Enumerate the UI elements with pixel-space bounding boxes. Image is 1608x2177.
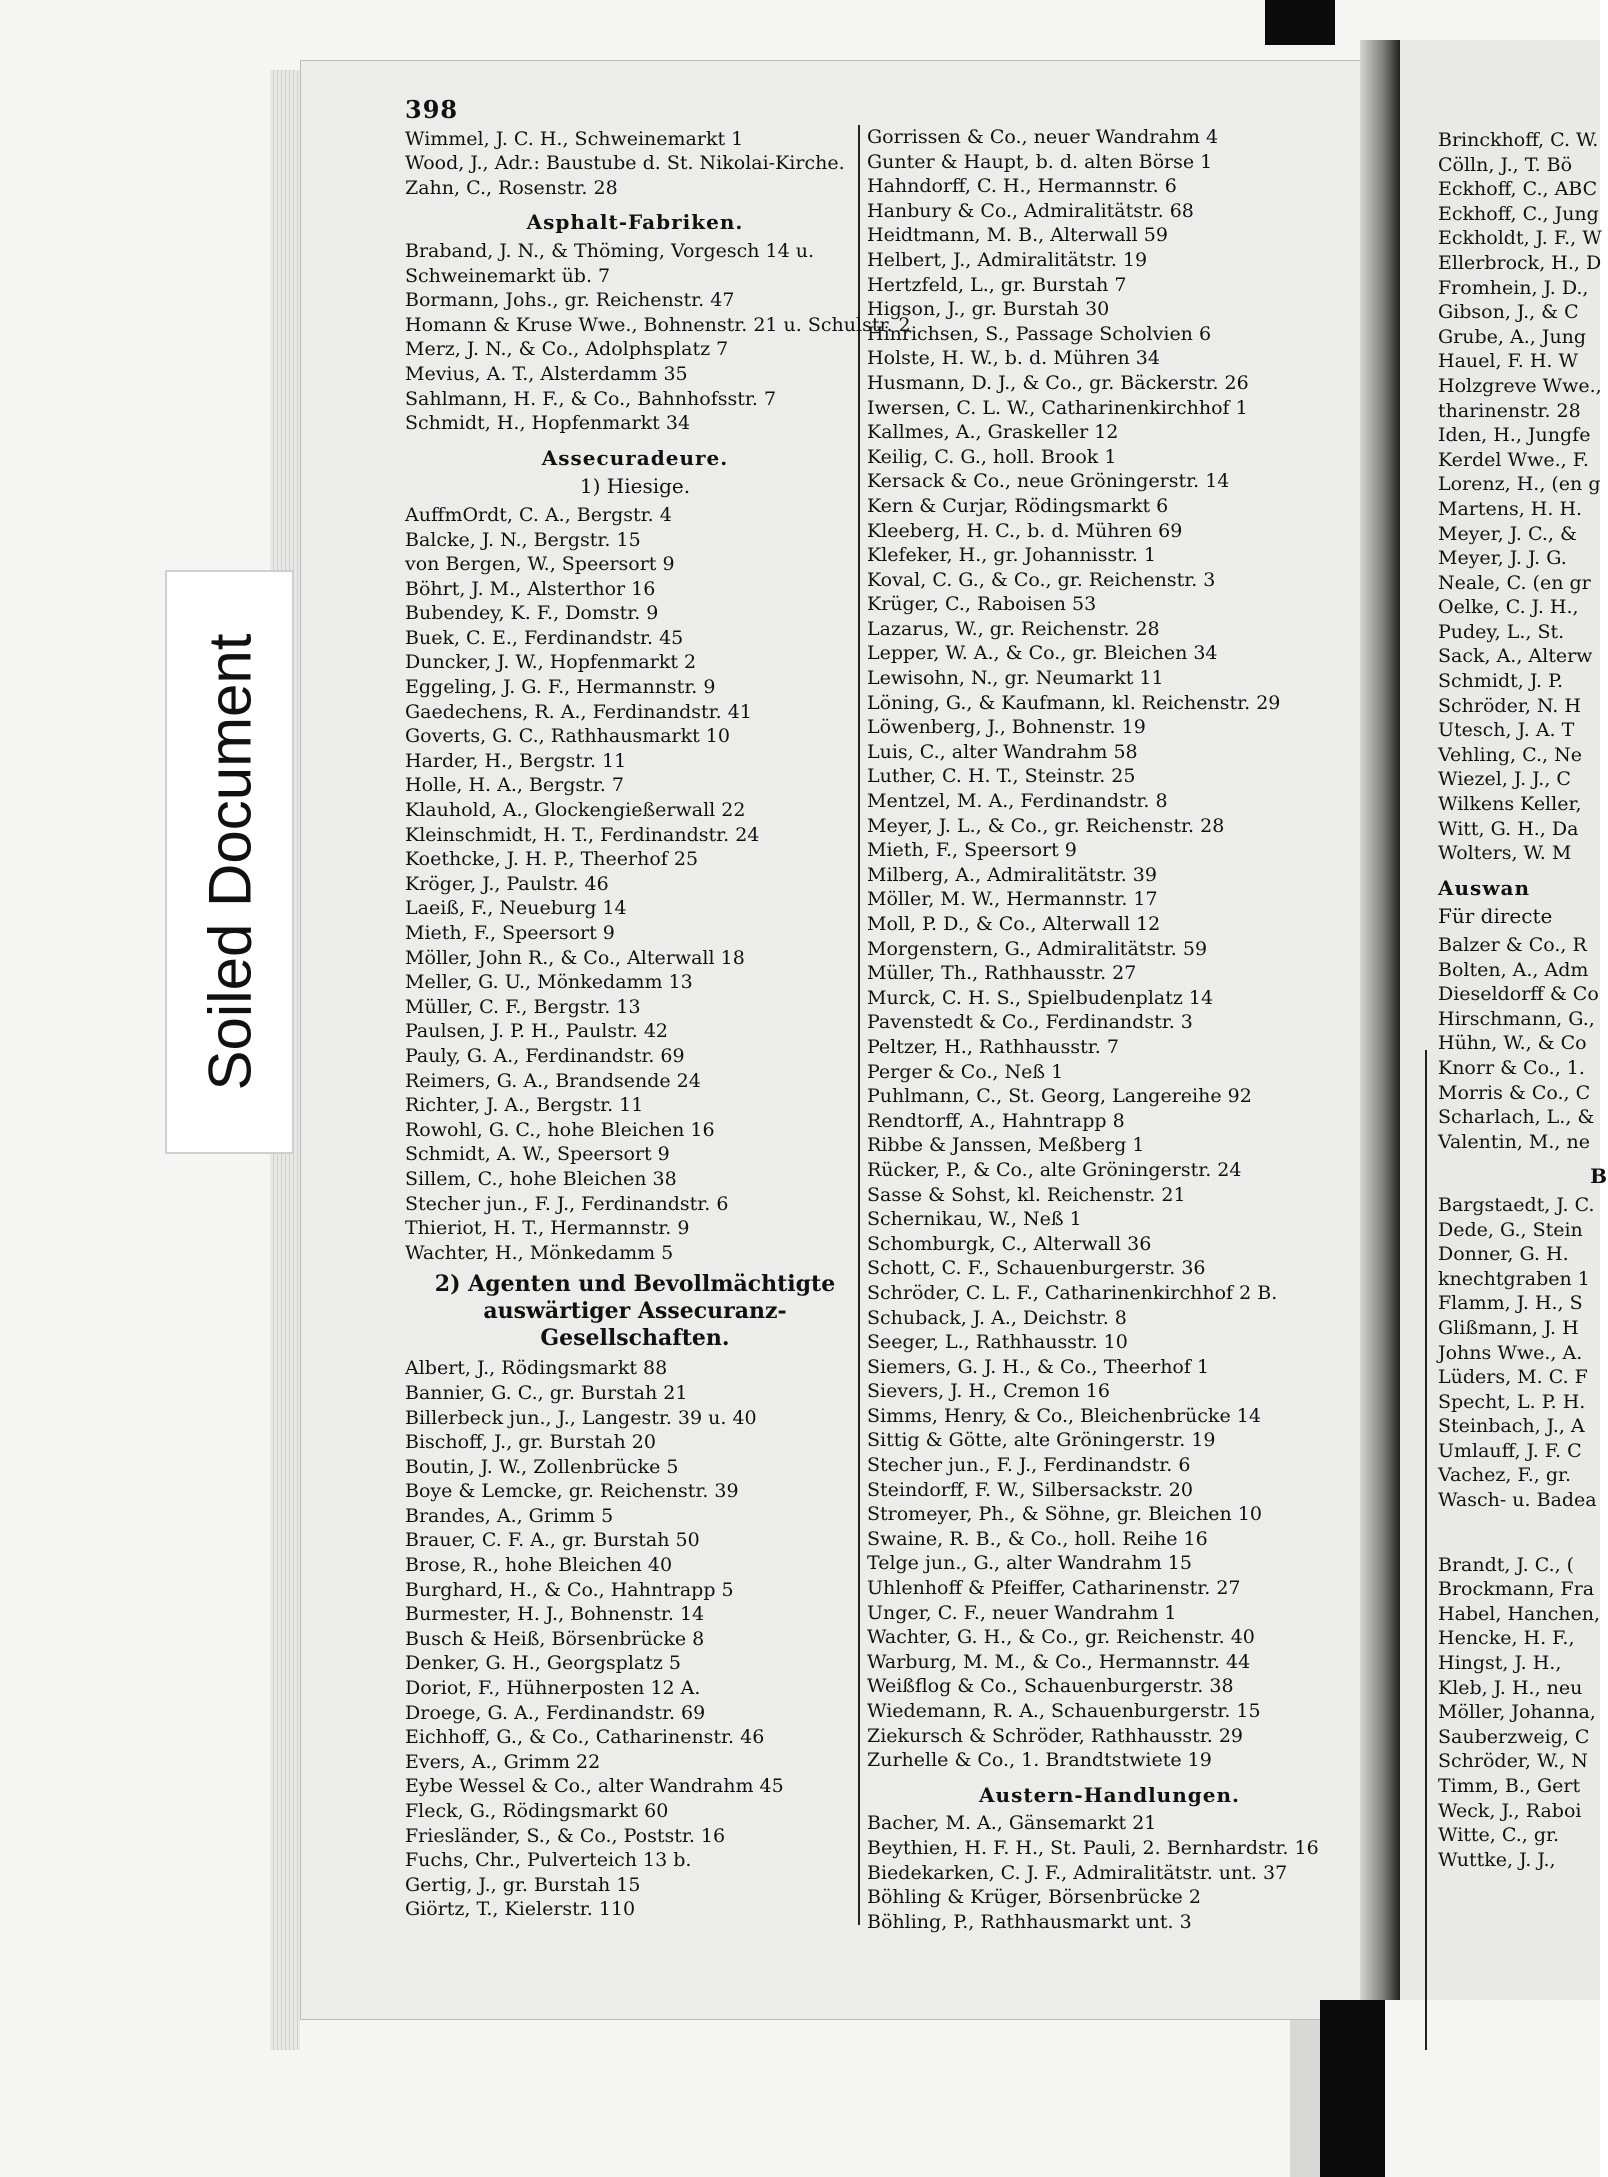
directory-entry: Umlauff, J. F. C bbox=[1438, 1439, 1582, 1462]
directory-entry: Pudey, L., St. bbox=[1438, 620, 1565, 643]
directory-entry: Pauly, G. A., Ferdinandstr. 69 bbox=[405, 1044, 685, 1067]
directory-entry: Wachter, H., Mönkedamm 5 bbox=[405, 1241, 674, 1264]
directory-entry: Burghard, H., & Co., Hahntrapp 5 bbox=[405, 1578, 734, 1601]
directory-entry: Steinbach, J., A bbox=[1438, 1415, 1585, 1438]
directory-entry: Stromeyer, Ph., & Söhne, gr. Bleichen 10 bbox=[867, 1503, 1263, 1526]
directory-entry: Sievers, J. H., Cremon 16 bbox=[867, 1380, 1110, 1403]
directory-entry: tharinenstr. 28 bbox=[1438, 399, 1581, 422]
directory-entry: Wuttke, J. J., bbox=[1438, 1848, 1556, 1871]
directory-entry: Schuback, J. A., Deichstr. 8 bbox=[867, 1306, 1127, 1329]
directory-entry: Knorr & Co., 1. bbox=[1438, 1056, 1585, 1079]
directory-entry: Eggeling, J. G. F., Hermannstr. 9 bbox=[405, 676, 716, 699]
directory-entry: Keilig, C. G., holl. Brook 1 bbox=[867, 445, 1117, 468]
directory-entry: Utesch, J. A. T bbox=[1438, 719, 1575, 742]
entry-list bbox=[867, 1811, 1352, 1934]
directory-entry: Evers, A., Grimm 22 bbox=[405, 1750, 601, 1773]
directory-entry: Balcke, J. N., Bergstr. 15 bbox=[405, 528, 641, 551]
directory-entry: Sauberzweig, C bbox=[1438, 1725, 1590, 1748]
directory-entry: Husmann, D. J., & Co., gr. Bäckerstr. 26 bbox=[867, 371, 1249, 394]
directory-entry: Sittig & Götte, alte Gröningerstr. 19 bbox=[867, 1429, 1216, 1452]
directory-entry: Steindorff, F. W., Silbersackstr. 20 bbox=[867, 1478, 1193, 1501]
directory-entry: Timm, B., Gert bbox=[1438, 1775, 1581, 1797]
directory-entry: Morris & Co., C bbox=[1438, 1081, 1591, 1104]
directory-entry: Böhling & Krüger, Börsenbrücke 2 bbox=[867, 1886, 1201, 1909]
directory-entry: Meyer, J. C., & bbox=[1438, 522, 1577, 545]
directory-entry: Meyer, J. J. G. bbox=[1438, 547, 1567, 570]
directory-entry: Vachez, F., gr. bbox=[1438, 1464, 1572, 1487]
directory-entry: Donner, G. H. bbox=[1438, 1243, 1569, 1266]
section-heading: B bbox=[1590, 1164, 1608, 1189]
directory-entry: Meller, G. U., Mönkedamm 13 bbox=[405, 971, 693, 994]
directory-entry: Wilkens Keller, bbox=[1438, 793, 1582, 816]
directory-entry: Bargstaedt, J. C. bbox=[1438, 1193, 1595, 1216]
directory-entry: Kallmes, A., Graskeller 12 bbox=[867, 421, 1119, 444]
entry-list bbox=[867, 125, 1352, 1773]
directory-entry: Weißflog & Co., Schauenburgerstr. 38 bbox=[867, 1675, 1234, 1698]
directory-entry: Iwersen, C. L. W., Catharinenkirchhof 1 bbox=[867, 396, 1248, 419]
directory-entry: Boye & Lemcke, gr. Reichenstr. 39 bbox=[405, 1480, 739, 1503]
directory-entry: Buek, C. E., Ferdinandstr. 45 bbox=[405, 626, 684, 649]
scan-edge-strip-bottom bbox=[1320, 2000, 1385, 2177]
directory-entry: Schmidt, A. W., Speersort 9 bbox=[405, 1143, 670, 1166]
directory-entry: Gorrissen & Co., neuer Wandrahm 4 bbox=[867, 126, 1219, 148]
directory-entry: Billerbeck jun., J., Langestr. 39 u. 40 bbox=[405, 1406, 757, 1429]
directory-entry: Eckholdt, J. F., W bbox=[1438, 227, 1602, 250]
directory-entry: Eichhoff, G., & Co., Catharinenstr. 46 bbox=[405, 1726, 765, 1749]
directory-entry: Lorenz, H., (en g bbox=[1438, 473, 1601, 496]
directory-entry: Schröder, C. L. F., Catharinenkirchhof 2 B. bbox=[867, 1281, 1278, 1304]
directory-entry: Löwenberg, J., Bohnenstr. 19 bbox=[867, 716, 1146, 739]
entry-list bbox=[1438, 1193, 1608, 1513]
directory-entry: Witte, C., gr. bbox=[1438, 1824, 1560, 1847]
directory-entry: Gertig, J., gr. Burstah 15 bbox=[405, 1873, 641, 1896]
directory-entry: Ellerbrock, H., D bbox=[1438, 251, 1602, 274]
directory-entry: Kleb, J. H., neu bbox=[1438, 1676, 1583, 1699]
directory-entry: Meyer, J. L., & Co., gr. Reichenstr. 28 bbox=[867, 814, 1225, 837]
directory-entry: Holle, H. A., Bergstr. 7 bbox=[405, 774, 624, 797]
directory-entry: Wimmel, J. C. H., Schweinemarkt 1 bbox=[405, 127, 744, 150]
directory-entry: Warburg, M. M., & Co., Hermannstr. 44 bbox=[867, 1650, 1251, 1673]
directory-entry: Duncker, J. W., Hopfenmarkt 2 bbox=[405, 651, 697, 674]
directory-entry: Reimers, G. A., Brandsende 24 bbox=[405, 1069, 701, 1092]
directory-entry: Lazarus, W., gr. Reichenstr. 28 bbox=[867, 617, 1160, 640]
directory-entry: Morgenstern, G., Admiralitätstr. 59 bbox=[867, 937, 1208, 960]
directory-entry: Wood, J., Adr.: Baustube d. St. Nikolai-Kirche. bbox=[405, 152, 845, 175]
directory-entry: Fuchs, Chr., Pulverteich 13 b. bbox=[405, 1849, 692, 1872]
directory-entry: Schröder, W., N bbox=[1438, 1750, 1588, 1773]
directory-entry: Sahlmann, H. F., & Co., Bahnhofsstr. 7 bbox=[405, 387, 777, 410]
directory-entry: Schweinemarkt üb. 7 bbox=[405, 264, 611, 287]
directory-entry: Giörtz, T., Kielerstr. 110 bbox=[405, 1898, 636, 1921]
middle-column bbox=[867, 125, 1352, 1934]
left-column bbox=[405, 95, 911, 1922]
directory-entry: Hingst, J. H., bbox=[1438, 1652, 1562, 1675]
directory-entry: Gaedechens, R. A., Ferdinandstr. 41 bbox=[405, 700, 752, 723]
directory-entry: Mevius, A. T., Alsterdamm 35 bbox=[405, 362, 688, 385]
directory-entry: Busch & Heiß, Börsenbrücke 8 bbox=[405, 1627, 705, 1650]
directory-entry: Rücker, P., & Co., alte Gröningerstr. 24 bbox=[867, 1158, 1242, 1181]
directory-entry: Hirschmann, G., bbox=[1438, 1007, 1595, 1030]
directory-entry: Unger, C. F., neuer Wandrahm 1 bbox=[867, 1601, 1177, 1624]
directory-entry: Flamm, J. H., S bbox=[1438, 1292, 1583, 1315]
directory-entry: Brandt, J. C., ( bbox=[1438, 1553, 1575, 1576]
directory-entry: Brinckhoff, C. W. bbox=[1438, 129, 1599, 151]
directory-entry: Koval, C. G., & Co., gr. Reichenstr. 3 bbox=[867, 568, 1216, 591]
stamp-label: Soiled Document bbox=[196, 633, 263, 1091]
scan-edge-strip-top bbox=[1265, 0, 1335, 45]
directory-entry: Böhling, P., Rathhausmarkt unt. 3 bbox=[867, 1910, 1192, 1933]
directory-entry: Hauel, F. H. W bbox=[1438, 350, 1579, 373]
directory-entry: Homann & Kruse Wwe., Bohnenstr. 21 u. Schulstr. 2 bbox=[405, 313, 911, 336]
directory-entry: Wasch- u. Badea bbox=[1438, 1489, 1597, 1512]
directory-entry: Wiezel, J. J., C bbox=[1438, 768, 1571, 791]
directory-entry: Eckhoff, C., ABC bbox=[1438, 178, 1598, 201]
section-heading: 2) Agenten und Bevollmächtigte auswärtiger Assecuranz-Gesellschaften. bbox=[434, 1271, 836, 1352]
directory-entry: Sack, A., Alterw bbox=[1438, 645, 1593, 668]
directory-entry: Braband, J. N., & Thöming, Vorgesch 14 u. bbox=[405, 239, 815, 262]
directory-entry: Hinrichsen, S., Passage Scholvien 6 bbox=[867, 322, 1212, 345]
entry-list bbox=[405, 239, 911, 436]
directory-entry: Kersack & Co., neue Gröningerstr. 14 bbox=[867, 470, 1230, 493]
directory-entry: Luis, C., alter Wandrahm 58 bbox=[867, 740, 1138, 763]
directory-entry: Holste, H. W., b. d. Mühren 34 bbox=[867, 347, 1160, 370]
directory-entry: Schmidt, H., Hopfenmarkt 34 bbox=[405, 412, 691, 435]
directory-entry: Kröger, J., Paulstr. 46 bbox=[405, 872, 609, 895]
directory-entry: Klefeker, H., gr. Johannisstr. 1 bbox=[867, 544, 1157, 567]
directory-entry: Balzer & Co., R bbox=[1438, 934, 1587, 956]
directory-entry: Witt, G. H., Da bbox=[1438, 817, 1579, 840]
directory-entry: Peltzer, H., Rathhausstr. 7 bbox=[867, 1035, 1119, 1058]
directory-entry: Beythien, H. F. H., St. Pauli, 2. Bernhardstr. 16 bbox=[867, 1836, 1319, 1859]
entry-list bbox=[405, 127, 865, 201]
directory-entry: Biedekarken, C. J. F., Admiralitätstr. unt. 37 bbox=[867, 1861, 1288, 1884]
directory-entry: Fromhein, J. D., bbox=[1438, 276, 1589, 299]
directory-entry: Simms, Henry, & Co., Bleichenbrücke 14 bbox=[867, 1404, 1261, 1427]
directory-entry: Martens, H. H. bbox=[1438, 497, 1583, 520]
directory-entry: Böhrt, J. M., Alsterthor 16 bbox=[405, 577, 656, 600]
section-subheading: Für directe bbox=[1438, 904, 1553, 929]
directory-entry: Oelke, C. J. H., bbox=[1438, 596, 1579, 619]
directory-entry: Stecher jun., F. J., Ferdinandstr. 6 bbox=[867, 1454, 1191, 1477]
directory-entry: Siemers, G. J. H., & Co., Theerhof 1 bbox=[867, 1355, 1210, 1378]
section-subheading: 1) Hiesige. bbox=[579, 474, 691, 499]
directory-entry: Löning, G., & Kaufmann, kl. Reichenstr. 29 bbox=[867, 691, 1281, 714]
directory-entry: Brandes, A., Grimm 5 bbox=[405, 1504, 614, 1527]
directory-entry: Specht, L. P. H. bbox=[1438, 1390, 1586, 1413]
directory-entry: Bormann, Johs., gr. Reichenstr. 47 bbox=[405, 289, 735, 312]
directory-entry: Murck, C. H. S., Spielbudenplatz 14 bbox=[867, 986, 1214, 1009]
directory-entry: Rowohl, G. C., hohe Bleichen 16 bbox=[405, 1118, 715, 1141]
section-heading: Assecuradeure. bbox=[541, 445, 729, 470]
directory-entry: Burmester, H. J., Bohnenstr. 14 bbox=[405, 1603, 705, 1626]
directory-entry: Hertzfeld, L., gr. Burstah 7 bbox=[867, 273, 1127, 296]
directory-entry: Droege, G. A., Ferdinandstr. 69 bbox=[405, 1701, 706, 1724]
directory-entry: Habel, Hanchen, bbox=[1438, 1602, 1600, 1625]
directory-entry: Seeger, L., Rathhausstr. 10 bbox=[867, 1331, 1128, 1354]
directory-entry: Schröder, N. H bbox=[1438, 694, 1581, 717]
directory-entry: Sasse & Sohst, kl. Reichenstr. 21 bbox=[867, 1183, 1186, 1206]
directory-entry: Perger & Co., Neß 1 bbox=[867, 1060, 1064, 1083]
soiled-document-stamp bbox=[165, 570, 294, 1154]
directory-entry: Wiedemann, R. A., Schauenburgerstr. 15 bbox=[867, 1700, 1261, 1722]
directory-entry: Krüger, C., Raboisen 53 bbox=[867, 593, 1097, 616]
directory-entry: Zurhelle & Co., 1. Brandtstwiete 19 bbox=[867, 1749, 1212, 1772]
directory-entry: Lepper, W. A., & Co., gr. Bleichen 34 bbox=[867, 642, 1218, 665]
directory-entry: Kern & Curjar, Rödingsmarkt 6 bbox=[867, 494, 1169, 517]
directory-entry: Holzgreve Wwe., bbox=[1438, 374, 1602, 397]
directory-entry: Hahndorff, C. H., Hermannstr. 6 bbox=[867, 175, 1177, 198]
directory-entry: Valentin, M., ne bbox=[1438, 1130, 1590, 1153]
directory-entry: Paulsen, J. P. H., Paulstr. 42 bbox=[405, 1020, 669, 1043]
column-divider-right bbox=[1425, 1050, 1427, 2050]
directory-entry: Ribbe & Janssen, Meßberg 1 bbox=[867, 1134, 1145, 1157]
entry-list bbox=[1438, 933, 1608, 1154]
directory-entry: Schmidt, J. P. bbox=[1438, 670, 1564, 693]
right-column-cropped bbox=[1438, 128, 1608, 1872]
directory-entry: Bannier, G. C., gr. Burstah 21 bbox=[405, 1381, 688, 1404]
directory-entry: Fleck, G., Rödingsmarkt 60 bbox=[405, 1800, 669, 1822]
directory-entry: knechtgraben 1 bbox=[1438, 1267, 1590, 1290]
directory-entry: Zahn, C., Rosenstr. 28 bbox=[405, 176, 618, 199]
directory-entry: Scharlach, L., & bbox=[1438, 1106, 1595, 1129]
directory-entry: Rendtorff, A., Hahntrapp 8 bbox=[867, 1109, 1125, 1132]
directory-entry: Wolters, W. M bbox=[1438, 842, 1572, 865]
directory-entry: Klauhold, A., Glockengießerwall 22 bbox=[405, 799, 746, 822]
directory-entry: Bolten, A., Adm bbox=[1438, 958, 1589, 981]
directory-entry: Möller, John R., & Co., Alterwall 18 bbox=[405, 946, 745, 969]
directory-entry: Bacher, M. A., Gänsemarkt 21 bbox=[867, 1812, 1157, 1835]
directory-entry: Vehling, C., Ne bbox=[1438, 743, 1582, 766]
directory-entry: Kerdel Wwe., F. bbox=[1438, 448, 1589, 471]
directory-entry: Weck, J., Raboi bbox=[1438, 1799, 1582, 1822]
spacer bbox=[1438, 1513, 1608, 1553]
scan-edge-strip-bottom-light bbox=[1290, 2020, 1320, 2177]
directory-entry: Swaine, R. B., & Co., holl. Reihe 16 bbox=[867, 1527, 1208, 1550]
directory-entry: Iden, H., Jungfe bbox=[1438, 424, 1591, 447]
entry-list bbox=[1438, 1553, 1608, 1873]
directory-entry: Möller, M. W., Hermannstr. 17 bbox=[867, 888, 1158, 911]
directory-entry: Hencke, H. F., bbox=[1438, 1627, 1575, 1650]
directory-entry: Laeiß, F., Neueburg 14 bbox=[405, 897, 627, 920]
directory-entry: Eckhoff, C., Jung bbox=[1438, 202, 1599, 225]
directory-entry: Merz, J. N., & Co., Adolphsplatz 7 bbox=[405, 338, 729, 361]
directory-entry: Puhlmann, C., St. Georg, Langereihe 92 bbox=[867, 1085, 1252, 1108]
page-number: 398 bbox=[405, 95, 459, 124]
directory-entry: Dede, G., Stein bbox=[1438, 1218, 1583, 1241]
directory-entry: Uhlenhoff & Pfeiffer, Catharinenstr. 27 bbox=[867, 1577, 1241, 1600]
directory-entry: Brockmann, Fra bbox=[1438, 1578, 1595, 1601]
directory-entry: Telge jun., G., alter Wandrahm 15 bbox=[867, 1552, 1192, 1575]
directory-entry: Dieseldorff & Co bbox=[1438, 983, 1599, 1006]
directory-entry: Müller, Th., Rathhausstr. 27 bbox=[867, 962, 1137, 985]
directory-entry: Milberg, A., Admiralitätstr. 39 bbox=[867, 863, 1157, 886]
directory-entry: Richter, J. A., Bergstr. 11 bbox=[405, 1094, 644, 1117]
entry-list bbox=[405, 1356, 865, 1922]
directory-entry: Mieth, F., Speersort 9 bbox=[405, 922, 615, 944]
directory-entry: Kleeberg, H. C., b. d. Mühren 69 bbox=[867, 519, 1183, 542]
book-spine-shadow bbox=[1360, 40, 1400, 2000]
directory-entry: Goverts, G. C., Rathhausmarkt 10 bbox=[405, 725, 730, 748]
directory-entry: Schernikau, W., Neß 1 bbox=[867, 1208, 1082, 1231]
directory-entry: Thieriot, H. T., Hermannstr. 9 bbox=[405, 1217, 690, 1240]
directory-entry: Mieth, F., Speersort 9 bbox=[867, 839, 1077, 862]
directory-entry: Pavenstedt & Co., Ferdinandstr. 3 bbox=[867, 1011, 1193, 1034]
directory-entry: Johns Wwe., A. bbox=[1438, 1341, 1583, 1364]
directory-entry: Boutin, J. W., Zollenbrücke 5 bbox=[405, 1455, 679, 1478]
entry-list bbox=[1438, 128, 1608, 866]
section-heading: Austern-Handlungen. bbox=[979, 1782, 1240, 1807]
directory-entry: Heidtmann, M. B., Alterwall 59 bbox=[867, 224, 1168, 247]
section-heading: Auswan bbox=[1438, 875, 1531, 900]
directory-entry: Koethcke, J. H. P., Theerhof 25 bbox=[405, 848, 699, 871]
directory-entry: Gibson, J., & C bbox=[1438, 301, 1579, 324]
directory-entry: Moll, P. D., & Co., Alterwall 12 bbox=[867, 913, 1161, 935]
directory-entry: Cölln, J., T. Bö bbox=[1438, 153, 1573, 176]
directory-entry: Brauer, C. F. A., gr. Burstah 50 bbox=[405, 1529, 700, 1552]
directory-entry: Albert, J., Rödingsmarkt 88 bbox=[405, 1357, 668, 1380]
section-heading: Asphalt-Fabriken. bbox=[526, 210, 744, 235]
directory-entry: Friesländer, S., & Co., Poststr. 16 bbox=[405, 1824, 726, 1847]
directory-entry: Glißmann, J. H bbox=[1438, 1316, 1579, 1339]
directory-entry: Schomburgk, C., Alterwall 36 bbox=[867, 1232, 1152, 1255]
directory-entry: Brose, R., hohe Bleichen 40 bbox=[405, 1554, 673, 1577]
directory-entry: Wachter, G. H., & Co., gr. Reichenstr. 40 bbox=[867, 1626, 1255, 1649]
directory-entry: Bubendey, K. F., Domstr. 9 bbox=[405, 602, 659, 625]
directory-entry: Müller, C. F., Bergstr. 13 bbox=[405, 995, 641, 1018]
directory-entry: Harder, H., Bergstr. 11 bbox=[405, 749, 627, 772]
directory-entry: Bischoff, J., gr. Burstah 20 bbox=[405, 1431, 656, 1454]
directory-entry: Grube, A., Jung bbox=[1438, 325, 1587, 348]
directory-entry: Hühn, W., & Co bbox=[1438, 1032, 1587, 1055]
directory-entry: Ziekursch & Schröder, Rathhausstr. 29 bbox=[867, 1724, 1244, 1747]
directory-entry: Lüders, M. C. F bbox=[1438, 1366, 1588, 1389]
directory-entry: Denker, G. H., Georgsplatz 5 bbox=[405, 1652, 682, 1675]
directory-entry: Lewisohn, N., gr. Neumarkt 11 bbox=[867, 667, 1164, 690]
directory-entry: Luther, C. H. T., Steinstr. 25 bbox=[867, 765, 1136, 788]
directory-entry: Gunter & Haupt, b. d. alten Börse 1 bbox=[867, 150, 1213, 173]
directory-entry: Möller, Johanna, bbox=[1438, 1701, 1596, 1724]
directory-entry: Hanbury & Co., Admiralitätstr. 68 bbox=[867, 199, 1194, 222]
entry-list bbox=[405, 503, 865, 1265]
directory-entry: Higson, J., gr. Burstah 30 bbox=[867, 298, 1110, 321]
directory-entry: Sillem, C., hohe Bleichen 38 bbox=[405, 1167, 677, 1190]
directory-entry: Doriot, F., Hühnerposten 12 A. bbox=[405, 1677, 701, 1700]
directory-entry: Neale, C. (en gr bbox=[1438, 571, 1591, 594]
directory-entry: Kleinschmidt, H. T., Ferdinandstr. 24 bbox=[405, 823, 760, 846]
directory-entry: AuffmOrdt, C. A., Bergstr. 4 bbox=[405, 503, 672, 526]
directory-entry: Mentzel, M. A., Ferdinandstr. 8 bbox=[867, 790, 1168, 813]
directory-entry: Helbert, J., Admiralitätstr. 19 bbox=[867, 248, 1148, 271]
directory-entry: Stecher jun., F. J., Ferdinandstr. 6 bbox=[405, 1192, 729, 1215]
directory-entry: Eybe Wessel & Co., alter Wandrahm 45 bbox=[405, 1775, 784, 1798]
directory-entry: von Bergen, W., Speersort 9 bbox=[405, 553, 675, 576]
directory-entry: Schott, C. F., Schauenburgerstr. 36 bbox=[867, 1257, 1206, 1280]
